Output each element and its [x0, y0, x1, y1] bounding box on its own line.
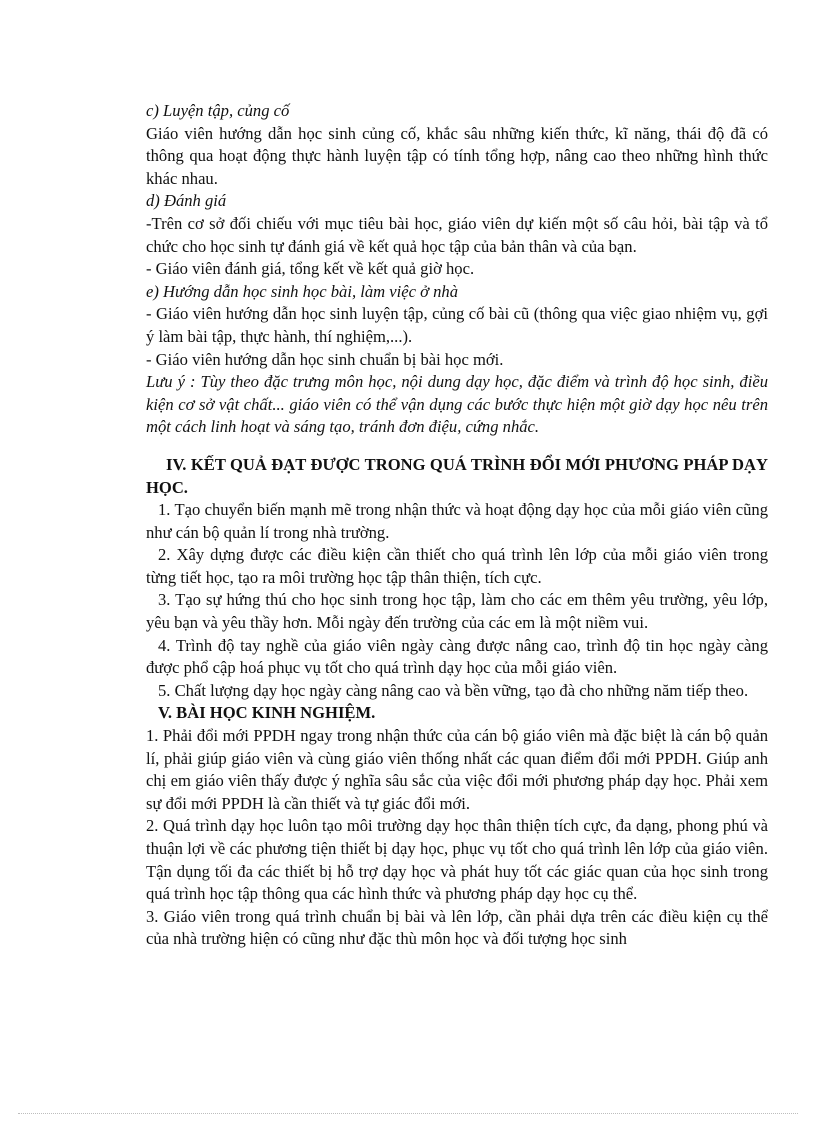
section-iv-heading: IV. KẾT QUẢ ĐẠT ĐƯỢC TRONG QUÁ TRÌNH ĐỔI MỚI PHƯƠNG PHÁP DẠY HỌC.: [146, 454, 768, 497]
section-v-item: 1. Phải đổi mới PPDH ngay trong nhận thức của cán bộ giáo viên mà đặc biệt là cán bộ quản lí, phải giúp giáo viên và cùng giáo viên thống nhất các quan điểm đổi mới PPDH. Giúp anh chị em giáo viên thấy được ý nghĩa sâu sắc của việc đổi mới phương pháp dạy học. Phải xem sự đổi mới PPDH là cần thiết và tự giác đổi mới.: [146, 726, 768, 813]
section-e-paragraph-2: - Giáo viên hướng dẫn học sinh chuẩn bị bài học mới.: [146, 349, 504, 369]
section-c-title: c) Luyện tập, củng cố: [146, 101, 290, 120]
section-d-paragraph-2: - Giáo viên đánh giá, tổng kết về kết quả giờ học.: [146, 259, 475, 279]
page-bottom-divider: [18, 1113, 798, 1114]
section-iv-item: 1. Tạo chuyển biến mạnh mẽ trong nhận thức và hoạt động dạy học của mỗi giáo viên cũng như cán bộ quản lí trong nhà trường.: [146, 500, 768, 542]
section-iv-item: 5. Chất lượng dạy học ngày càng nâng cao và bền vững, tạo đà cho những năm tiếp theo.: [158, 680, 749, 700]
section-iv-item: 2. Xây dựng được các điều kiện cần thiết cho quá trình lên lớp của mỗi giáo viên trong từng tiết học, tạo ra môi trường học tập thân thiện, tích cực.: [146, 545, 768, 587]
section-v-heading: V. BÀI HỌC KINH NGHIỆM.: [158, 703, 376, 723]
section-d-title: d) Đánh giá: [146, 191, 227, 211]
section-v-item: 3. Giáo viên trong quá trình chuẩn bị bài và lên lớp, cần phải dựa trên các điều kiện cụ thể của nhà trường hiện có cũng như đặc thù môn học và đối tượng học sinh: [146, 906, 768, 949]
section-d-paragraph-1: -Trên cơ sở đối chiếu với mục tiêu bài học, giáo viên dự kiến một số câu hỏi, bài tập và tổ chức cho học sinh tự đánh giá về kết quả học tập của bản thân và của bạn.: [146, 213, 768, 256]
document-body: [146, 100, 768, 951]
section-c-paragraph: Giáo viên hướng dẫn học sinh củng cố, khắc sâu những kiến thức, kĩ năng, thái độ đã có thông qua hoạt động thực hành luyện tập có tính tổng hợp, nâng cao theo những hình thức khác nhau.: [146, 123, 768, 188]
note-paragraph: Lưu ý : Tùy theo đặc trưng môn học, nội dung dạy học, đặc điểm và trình độ học sinh, điều kiện cơ sở vật chất... giáo viên có thể vận dụng các bước thực hiện một giờ dạy học nêu trên một cách linh hoạt và sáng tạo, tránh đơn điệu, cứng nhắc.: [146, 372, 768, 437]
section-e-paragraph-1: - Giáo viên hướng dẫn học sinh luyện tập, củng cố bài cũ (thông qua việc giao nhiệm vụ, gợi ý làm bài tập, thực hành, thí nghiệm,...).: [146, 304, 768, 346]
section-v-item: 2. Quá trình dạy học luôn tạo môi trường dạy học thân thiện tích cực, đa dạng, phong phú và thuận lợi về các phương tiện thiết bị dạy học, phục vụ tốt cho quá trình lên lớp của giáo viên. Tận dụng tối đa các thiết bị hỗ trợ dạy học và phát huy tốt các giác quan của học sinh trong quá trình học tập thông qua các hình thức và phương pháp dạy học cụ thể.: [146, 816, 768, 904]
section-e-title: e) Hướng dẫn học sinh học bài, làm việc ở nhà: [146, 281, 459, 301]
section-iv-item: 3. Tạo sự hứng thú cho học sinh trong học tập, làm cho các em thêm yêu trường, yêu lớp, yêu bạn và yêu thầy hơn. Mỗi ngày đến trường của các em là một niềm vui.: [146, 590, 768, 633]
section-iv-item: 4. Trình độ tay nghề của giáo viên ngày càng được nâng cao, trình độ tin học ngày càng được phổ cập hoá phục vụ tốt cho quá trình dạy học của mỗi giáo viên.: [146, 635, 768, 678]
